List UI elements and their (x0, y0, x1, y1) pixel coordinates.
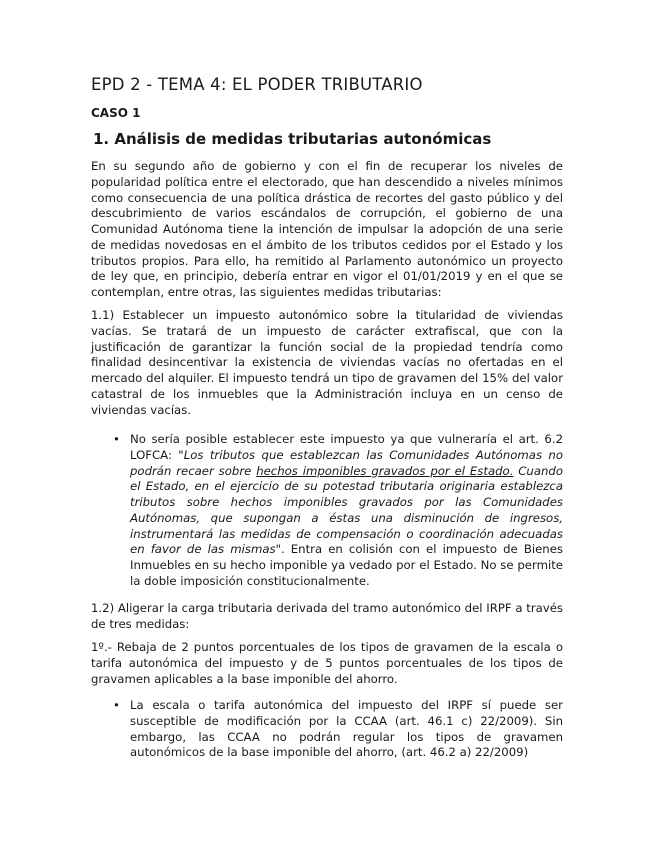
bullet-item-irpf (113, 698, 563, 761)
case-label: CASO 1 (91, 106, 141, 120)
bullet-icon: • (113, 698, 120, 712)
measure-1-2-first-paragraph: 1º.- Rebaja de 2 puntos porcentuales de los tipos de gravamen de la escala o tarifa autonómica del impuesto y de 5 puntos porcentuales de los tipos de gravamen aplicables a la base imponible del ahorro. (91, 640, 563, 686)
bullet-tail: ". Entra en colisión con el impuesto de Bienes Inmuebles en su hecho imponible ya vedado por el Estado. No se permite la doble imposición constitucionalmente. (130, 542, 563, 588)
bullet-lead: No sería posible establecer este impuesto ya que vulneraría el art. 6.2 LOFCA: " (130, 432, 563, 462)
section-heading: 1. Análisis de medidas tributarias autonómicas (93, 130, 492, 148)
bullet-text: La escala o tarifa autonómica del impuesto del IRPF sí puede ser susceptible de modificación por la CCAA (art. 46.1 c) 22/2009). Sin embargo, las CCAA no podrán regular los tipos de gravamen autonómicos de la base imponible del ahorro, (art. 46.2 a) 22/2009) (130, 698, 563, 760)
bullet-item-lofca (113, 432, 563, 590)
quote-underlined: hechos imponibles gravados por el Estado. (256, 463, 514, 478)
measure-1-1-paragraph: 1.1) Establecer un impuesto autonómico sobre la titularidad de viviendas vacías. Se tratará de un impuesto de carácter extrafiscal, que con la justificación de garantizar la función social de la propiedad tendría como finalidad desincentivar la existencia de viviendas vacías no ofertadas en el mercado del alquiler. El impuesto tendrá un tipo de gravamen del 15% del valor catastral de los inmuebles que la Administración incluya en un censo de viviendas vacías. (91, 308, 563, 417)
measure-1-2-paragraph: 1.2) Aligerar la carga tributaria derivada del tramo autonómico del IRPF a través de tres medidas: (91, 601, 563, 631)
lofca-quote (130, 448, 563, 557)
bullet-icon: • (113, 432, 120, 446)
quote-part-a: Los tributos que establezcan las Comunidades Autónomas no podrán recaer sobre (130, 447, 563, 478)
document-title: EPD 2 - TEMA 4: EL PODER TRIBUTARIO (91, 75, 423, 94)
quote-part-b: Cuando el Estado, en el ejercicio de su potestad tributaria originaria establezca tributos sobre hechos imponibles gravados por las Comunidades Autónomas, que supongan a éstas una disminución de ingresos, instrumentará las medidas de compensación o coordinación adecuadas en favor de las mismas (130, 463, 563, 557)
intro-paragraph: En su segundo año de gobierno y con el fin de recuperar los niveles de popularidad política entre el electorado, que han descendido a niveles mínimos como consecuencia de una política drástica de recortes del gasto público y del descubrimiento de varios escándalos de corrupción, el gobierno de una Comunidad Autónoma tiene la intención de impulsar la adopción de una serie de medidas novedosas en el ámbito de los tributos cedidos por el Estado y los tributos propios. Para ello, ha remitido al Parlamento autonómico un proyecto de ley que, en principio, debería entrar en vigor el 01/01/2019 y en el que se contemplan, entre otras, las siguientes medidas tributarias: (91, 159, 563, 299)
bullet-text (130, 432, 563, 590)
